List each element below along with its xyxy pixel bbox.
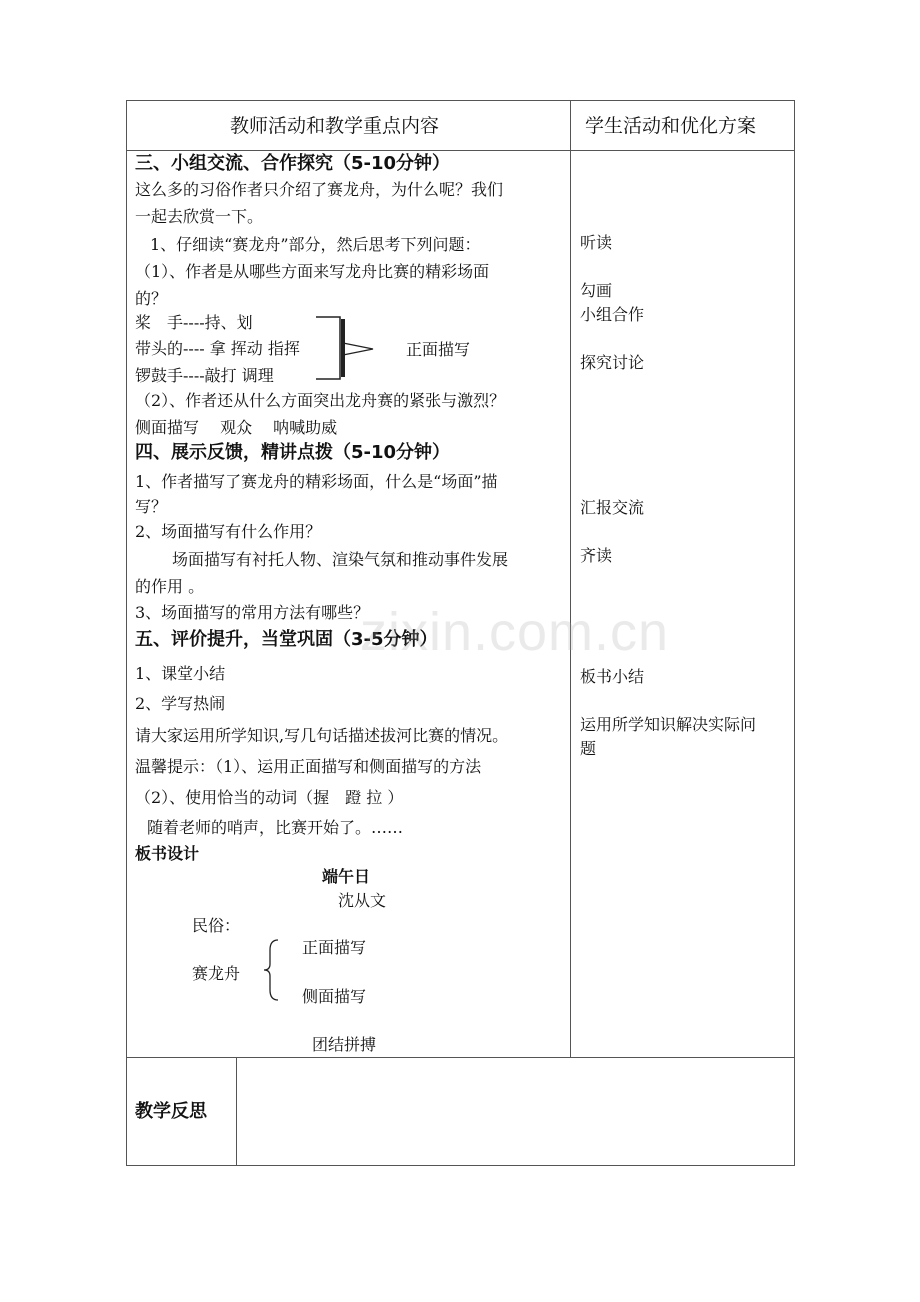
student-summary: 板书小结	[580, 667, 645, 686]
reflection-label: 教学反思	[135, 1101, 207, 1122]
sec3-intro-line2: 一起去欣赏一下。	[135, 207, 264, 226]
question-1-line1: （1）、作者是从哪些方面来写龙舟比赛的精彩场面	[135, 262, 490, 281]
table-bottom-border	[126, 1165, 795, 1166]
student-discuss: 探究讨论	[580, 353, 645, 372]
student-chorus: 齐读	[580, 546, 613, 565]
student-apply-line1: 运用所学知识解决实际问	[580, 715, 757, 734]
board-design-label: 板书设计	[135, 844, 200, 863]
bracket-arrow-diagram	[310, 313, 390, 383]
watermark: zixin.com.cn	[360, 602, 670, 662]
arrow-pointer	[343, 343, 373, 355]
section-4-title: 四、展示反馈，精讲点拨（5-10分钟）	[135, 442, 451, 463]
leader-actions: 带头的---- 拿 挥动 指挥	[135, 339, 300, 358]
sec4-a2-line2: 的作用 。	[135, 577, 205, 596]
drummer-actions: 锣鼓手----敲打 调理	[135, 366, 274, 385]
sec5-tip2: （2）、使用恰当的动词（握 蹬 拉 ）	[135, 788, 404, 807]
student-mark: 勾画	[580, 281, 613, 300]
student-listen: 听读	[580, 233, 613, 252]
question-2: （2）、作者还从什么方面突出龙舟赛的紧张与激烈？	[135, 391, 506, 410]
front-description-label: 正面描写	[406, 340, 471, 359]
rower-actions: 桨 手----持、划	[135, 313, 253, 332]
board-spirit: 团结拼搏	[312, 1035, 377, 1054]
board-author: 沈从文	[338, 891, 387, 910]
board-side-description: 侧面描写	[302, 987, 367, 1006]
reflection-label-divider	[236, 1057, 237, 1166]
right-brace-shape	[316, 317, 340, 379]
sec4-q1-line1: 1、作者描写了赛龙舟的精彩场面，什么是“场面”描	[135, 472, 498, 491]
table-right-border	[794, 100, 795, 1166]
board-customs: 民俗：	[192, 916, 241, 935]
side-description-answer: 侧面描写 观众 呐喊助威	[135, 418, 338, 437]
sec5-item2: 2、学写热闹	[135, 694, 226, 713]
sec5-task: 请大家运用所学知识,写几句话描述拔河比赛的情况。	[135, 726, 509, 745]
student-apply-line2: 题	[580, 739, 597, 758]
sec5-start-sentence: 随着老师的哨声，比赛开始了。……	[147, 818, 404, 837]
reflection-divider	[126, 1057, 795, 1058]
table-left-border	[126, 100, 127, 1166]
header-teacher-activities: 教师活动和教学重点内容	[230, 115, 440, 137]
sec4-q2: 2、场面描写有什么作用？	[135, 522, 322, 541]
section-3-title: 三、小组交流、合作探究（5-10分钟）	[135, 153, 451, 174]
board-title: 端午日	[322, 867, 371, 886]
board-race: 赛龙舟	[192, 964, 241, 983]
header-divider	[126, 150, 795, 151]
header-student-activities: 学生活动和优化方案	[585, 115, 757, 137]
sec3-task: 1、仔细读“赛龙舟”部分，然后思考下列问题：	[150, 235, 481, 254]
question-1-line2: 的？	[135, 289, 168, 308]
left-brace	[264, 938, 284, 1002]
section-5-title: 五、评价提升，当堂巩固（3-5分钟）	[135, 629, 438, 650]
sec5-item1: 1、课堂小结	[135, 664, 226, 683]
sec4-a2-line1: 场面描写有衬托人物、渲染气氛和推动事件发展	[172, 550, 509, 569]
sec4-q1-line2: 写？	[135, 497, 168, 516]
column-divider	[570, 100, 571, 1058]
table-top-border	[126, 100, 795, 101]
sec5-tip1: 温馨提示：（1）、运用正面描写和侧面描写的方法	[135, 757, 482, 776]
sec4-q3: 3、场面描写的常用方法有哪些？	[135, 603, 370, 622]
student-group: 小组合作	[580, 305, 645, 324]
board-front-description: 正面描写	[302, 938, 367, 957]
student-report: 汇报交流	[580, 498, 645, 517]
sec3-intro-line1: 这么多的习俗作者只介绍了赛龙舟，为什么呢？我们	[135, 180, 504, 199]
left-brace-shape	[264, 940, 278, 1000]
